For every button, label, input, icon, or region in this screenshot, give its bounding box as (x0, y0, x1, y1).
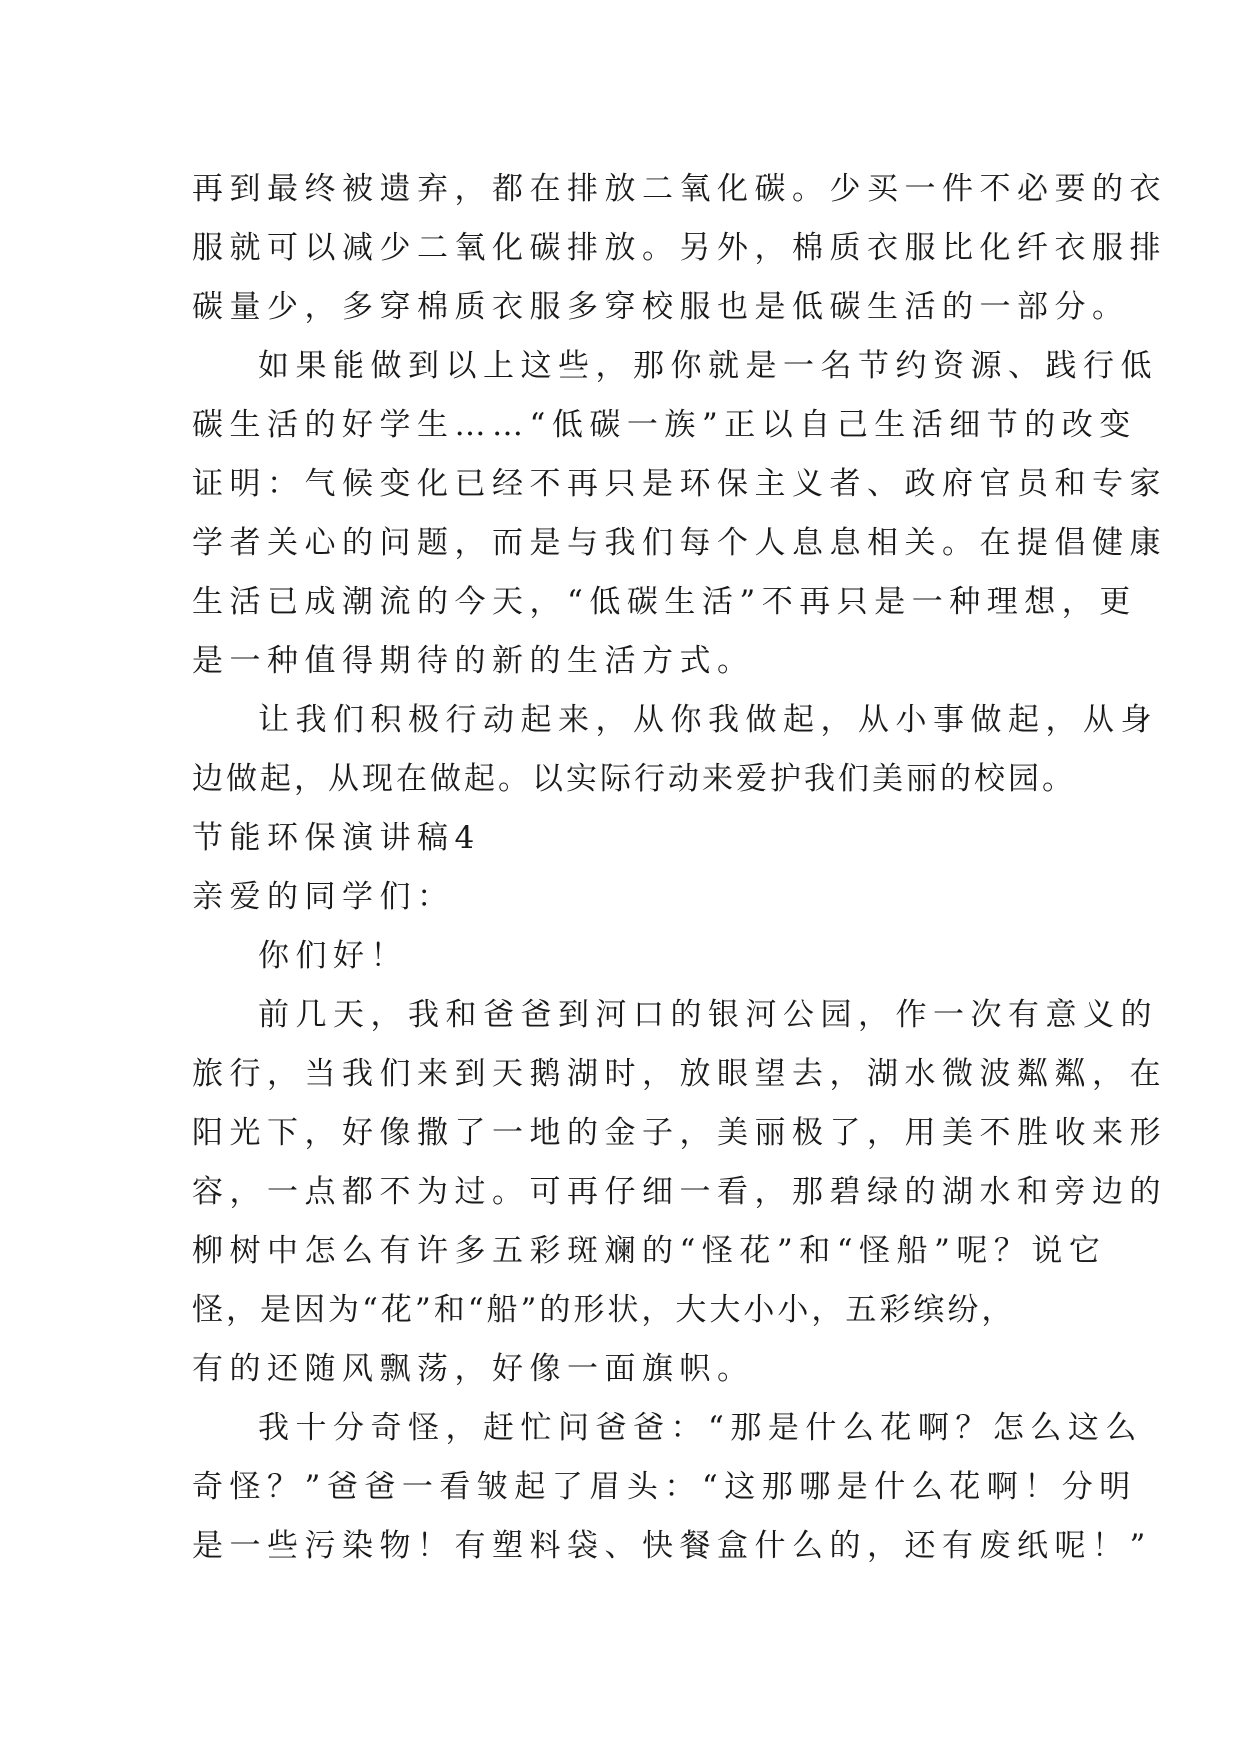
paragraph-start-line: 让我们积极行动起来，从你我做起，从小事做起，从身 (258, 702, 1158, 738)
text-line: 有的还随风飘荡，好像一面旗帜。 (192, 1351, 755, 1387)
text-line: 碳生活的好学生……“低碳一族”正以自己生活细节的改变 (192, 407, 1137, 443)
text-line: 柳树中怎么有许多五彩斑斓的“怪花”和“怪船”呢？说它 (192, 1233, 1107, 1269)
greeting: 你们好！ (258, 938, 408, 974)
text-line: 学者关心的问题，而是与我们每个人息息相关。在提倡健康 (192, 525, 1167, 561)
paragraph-start-line: 如果能做到以上这些，那你就是一名节约资源、践行低 (258, 348, 1158, 384)
salutation: 亲爱的同学们： (192, 879, 455, 915)
text-line: 服就可以减少二氧化碳排放。另外，棉质衣服比化纤衣服排 (192, 230, 1167, 266)
text-line: 碳量少，多穿棉质衣服多穿校服也是低碳生活的一部分。 (192, 289, 1130, 325)
text-line: 怪，是因为“花”和“船”的形状，大大小小，五彩缤纷， (192, 1292, 1016, 1328)
text-line: 阳光下，好像撒了一地的金子，美丽极了，用美不胜收来形 (192, 1115, 1167, 1151)
text-line: 是一种值得期待的新的生活方式。 (192, 643, 755, 679)
text-line: 生活已成潮流的今天，“低碳生活”不再只是一种理想，更 (192, 584, 1137, 620)
section-heading: 节能环保演讲稿4 (192, 820, 481, 856)
text-line: 是一些污染物！有塑料袋、快餐盒什么的，还有废纸呢！” (192, 1528, 1152, 1564)
text-line: 容，一点都不为过。可再仔细一看，那碧绿的湖水和旁边的 (192, 1174, 1167, 1210)
text-line: 奇怪？”爸爸一看皱起了眉头：“这那哪是什么花啊！分明 (192, 1469, 1137, 1505)
text-line: 旅行，当我们来到天鹅湖时，放眼望去，湖水微波粼粼，在 (192, 1056, 1167, 1092)
text-line: 证明：气候变化已经不再只是环保主义者、政府官员和专家 (192, 466, 1167, 502)
text-line: 边做起，从现在做起。以实际行动来爱护我们美丽的校园。 (192, 761, 1076, 797)
paragraph-start-line: 前几天，我和爸爸到河口的银河公园，作一次有意义的 (258, 997, 1158, 1033)
paragraph-start-line: 我十分奇怪，赶忙问爸爸：“那是什么花啊？怎么这么 (258, 1410, 1143, 1446)
text-line: 再到最终被遗弃，都在排放二氧化碳。少买一件不必要的衣 (192, 171, 1167, 207)
document-body (192, 160, 1167, 1576)
